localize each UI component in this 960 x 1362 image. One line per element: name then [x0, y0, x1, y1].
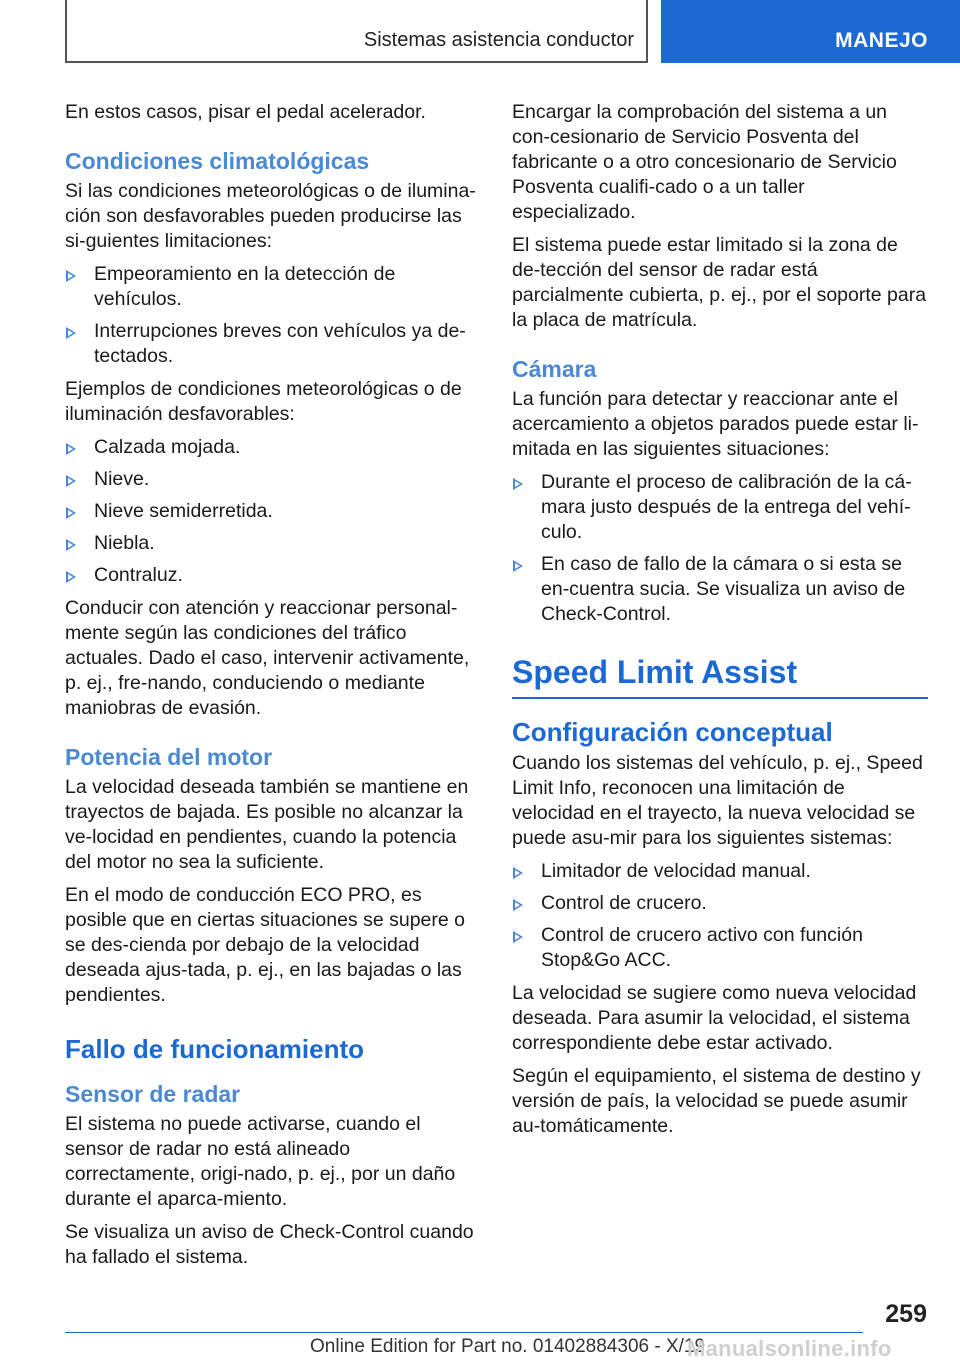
watermark: Manualsonline.info: [687, 1336, 892, 1361]
bullet-arrow-icon: [66, 539, 76, 551]
examples-list: [65, 435, 483, 588]
motor-paragraph-2: En el modo de conducción ECO PRO, es posible que en ciertas situaciones se supere o se des-cienda por debajo de la velocidad deseada ajus-tada, p. ej., en las bajadas o las pendientes.: [65, 884, 465, 1006]
right-column: [512, 100, 930, 1147]
page-number: 259: [885, 1300, 927, 1328]
drive-paragraph: Conducir con atención y reaccionar personal-mente según las condiciones del tráfico actuales. Dado el caso, intervenir activamente, p. ej., fre-nando, conduciendo o mediante maniobras de evasión.: [65, 597, 470, 719]
camera-paragraph: La función para detectar y reaccionar ante el acercamiento a objetos parados puede estar li-mitada en las siguientes situaciones:: [512, 388, 919, 460]
bullet-arrow-icon: [513, 560, 523, 572]
camera-list: [512, 470, 930, 627]
concept-paragraph: Cuando los sistemas del vehículo, p. ej., Speed Limit Info, reconocen una limitación de velocidad en el trayecto, la nueva velocidad se puede asu-mir para los siguientes sistemas:: [512, 752, 923, 849]
header-chapter-title: MANEJO: [835, 29, 928, 52]
footer-divider: [65, 1332, 863, 1333]
list-item: Niebla.: [65, 531, 483, 556]
heading-fault: Fallo de funcionamiento: [65, 1034, 365, 1064]
heading-radar: Sensor de radar: [65, 1081, 241, 1107]
list-item: Control de crucero.: [512, 891, 930, 916]
intro-paragraph: En estos casos, pisar el pedal acelerador.: [65, 101, 426, 123]
list-item: Calzada mojada.: [65, 435, 483, 460]
heading-camera: Cámara: [512, 356, 597, 382]
header-section-title: Sistemas asistencia conductor: [363, 29, 634, 51]
examples-paragraph: Ejemplos de condiciones meteorológicas o de iluminación desfavorables:: [65, 378, 462, 425]
limited-paragraph: El sistema puede estar limitado si la zona de de-tección del sensor de radar está parcialmente cubierta, p. ej., por el soporte para la placa de matrícula.: [512, 234, 927, 331]
limits-list: [65, 262, 483, 369]
bullet-arrow-icon: [66, 475, 76, 487]
climate-paragraph: Si las condiciones meteorológicas o de ilumina-ción son desfavorables pueden producirse las si-guientes limitaciones:: [65, 180, 476, 252]
suggest-paragraph: La velocidad se sugiere como nueva velocidad deseada. Para asumir la velocidad, el sistema correspondiente debe estar activado.: [512, 982, 917, 1054]
list-item: Empeoramiento en la detección de vehículos.: [65, 262, 483, 312]
bullet-arrow-icon: [513, 931, 523, 943]
equip-paragraph: Según el equipamiento, el sistema de destino y versión de país, la velocidad se puede asumir au-tomáticamente.: [512, 1065, 921, 1137]
bullet-arrow-icon: [513, 899, 523, 911]
list-item: Contraluz.: [65, 563, 483, 588]
list-item: Nieve semiderretida.: [65, 499, 483, 524]
bullet-arrow-icon: [66, 327, 76, 339]
radar-paragraph-1: El sistema no puede activarse, cuando el sensor de radar no está alineado correctamente, origi-nado, p. ej., por un daño durante el aparca-miento.: [65, 1113, 456, 1210]
motor-paragraph-1: La velocidad deseada también se mantiene en trayectos de bajada. Es posible no alcanzar la ve-locidad en pendientes, cuando la potencia del motor no sea la suficiente.: [65, 776, 469, 873]
header-section-box: [65, 0, 648, 63]
heading-climate: Condiciones climatológicas: [65, 148, 370, 174]
bullet-arrow-icon: [66, 571, 76, 583]
list-item: Durante el proceso de calibración de la cá-mara justo después de la entrega del vehí-culo.: [512, 470, 930, 545]
bullet-arrow-icon: [513, 478, 523, 490]
footer-edition: Online Edition for Part no. 01402884306 - X/19: [310, 1336, 706, 1357]
bullet-arrow-icon: [513, 867, 523, 879]
bullet-arrow-icon: [66, 443, 76, 455]
bullet-arrow-icon: [66, 507, 76, 519]
list-item: En caso de fallo de la cámara o si esta se en-cuentra sucia. Se visualiza un aviso de Check-Control.: [512, 552, 930, 627]
heading-concept: Configuración conceptual: [512, 717, 833, 747]
list-item: Limitador de velocidad manual.: [512, 859, 930, 884]
header-chapter-box: [661, 0, 960, 63]
systems-list: [512, 859, 930, 973]
left-column: [65, 100, 483, 1278]
heading-motor: Potencia del motor: [65, 744, 273, 770]
list-item: Control de crucero activo con función Stop&Go ACC.: [512, 923, 930, 973]
heading-speed-limit-assist: Speed Limit Assist: [512, 653, 928, 699]
radar-paragraph-2: Se visualiza un aviso de Check-Control cuando ha fallado el sistema.: [65, 1221, 474, 1268]
list-item: Interrupciones breves con vehículos ya de-tectados.: [65, 319, 483, 369]
bullet-arrow-icon: [66, 270, 76, 282]
check-paragraph: Encargar la comprobación del sistema a un con-cesionario de Servicio Posventa del fabricante o a otro concesionario de Servicio Posventa cualifi-cado o a un taller especializado.: [512, 101, 897, 223]
list-item: Nieve.: [65, 467, 483, 492]
